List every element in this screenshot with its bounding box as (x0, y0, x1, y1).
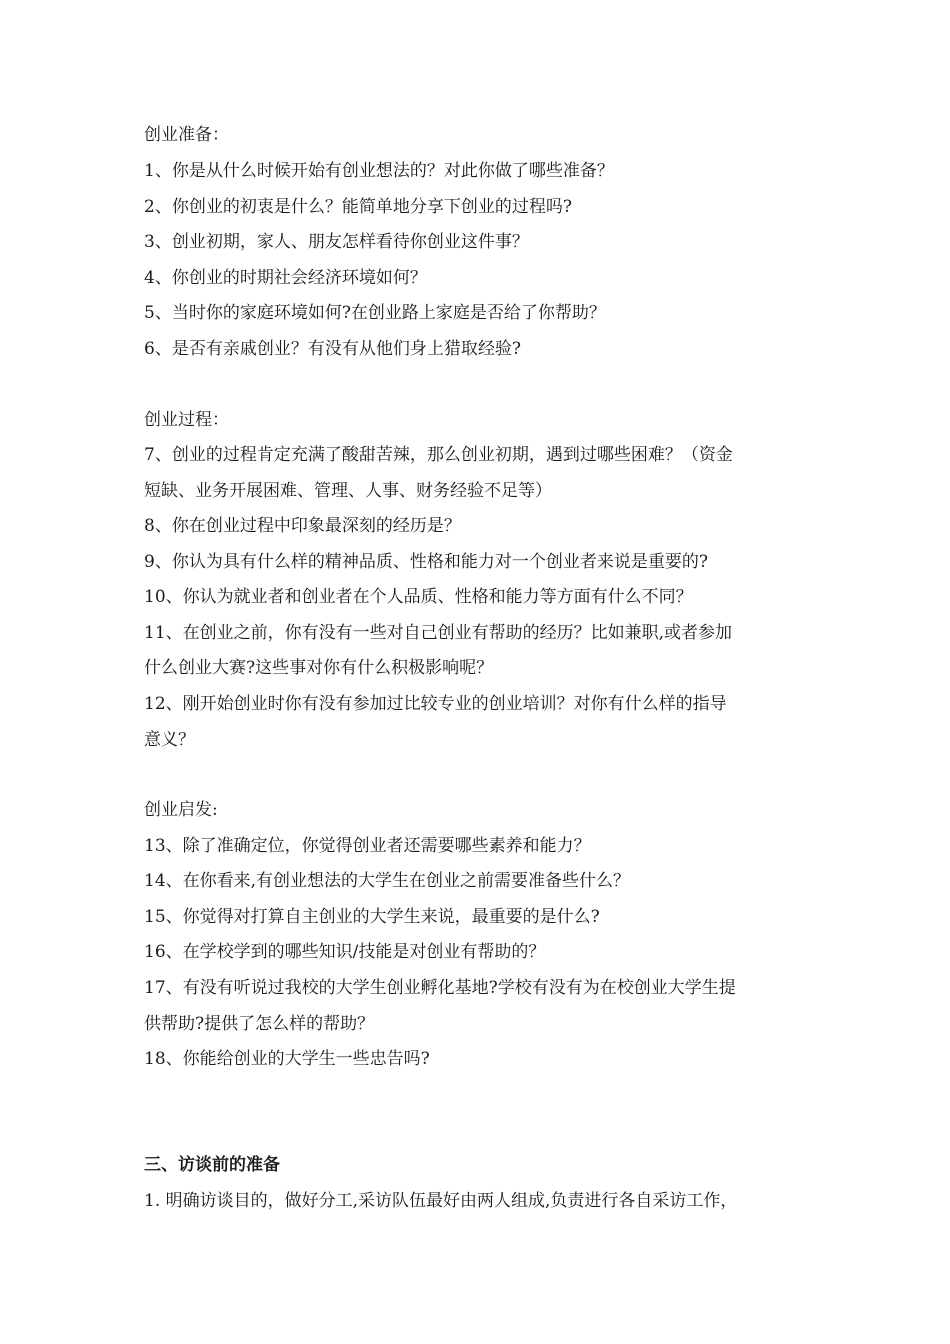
question-16: 16、在学校学到的哪些知识/技能是对创业有帮助的？ (144, 942, 546, 962)
question-18: 18、你能给创业的大学生一些忠告吗? (144, 1049, 430, 1069)
question-7-cont: 短缺、业务开展困难、管理、人事、财务经验不足等） (144, 481, 552, 501)
question-3: 3、创业初期，家人、朋友怎样看待你创业这件事？ (144, 232, 529, 252)
question-11: 11、在创业之前，你有没有一些对自己创业有帮助的经历？比如兼职,或者参加 (144, 623, 733, 643)
question-12: 12、刚开始创业时你有没有参加过比较专业的创业培训？对你有什么样的指导 (144, 694, 727, 714)
question-9: 9、你认为具有什么样的精神品质、性格和能力对一个创业者来说是重要的? (144, 552, 708, 572)
question-1: 1、你是从什么时候开始有创业想法的？对此你做了哪些准备？ (144, 161, 614, 181)
question-5: 5、当时你的家庭环境如何?在创业路上家庭是否给了你帮助？ (144, 303, 606, 323)
question-13: 13、除了准确定位，你觉得创业者还需要哪些素养和能力？ (144, 836, 591, 856)
section-heading-process: 创业过程： (144, 410, 229, 430)
question-6: 6、是否有亲戚创业？有没有从他们身上猎取经验? (144, 339, 521, 359)
question-15: 15、你觉得对打算自主创业的大学生来说，最重要的是什么? (144, 907, 600, 927)
question-2: 2、你创业的初衷是什么？能简单地分享下创业的过程吗? (144, 197, 572, 217)
question-7: 7、创业的过程肯定充满了酸甜苦辣，那么创业初期，遇到过哪些困难？（资金 (144, 445, 733, 465)
question-14: 14、在你看来,有创业想法的大学生在创业之前需要准备些什么？ (144, 871, 631, 891)
question-10: 10、你认为就业者和创业者在个人品质、性格和能力等方面有什么不同？ (144, 587, 693, 607)
question-8: 8、你在创业过程中印象最深刻的经历是？ (144, 516, 461, 536)
question-17-cont: 供帮助?提供了怎么样的帮助？ (144, 1014, 375, 1034)
question-12-cont: 意义？ (144, 730, 195, 750)
question-4: 4、你创业的时期社会经济环境如何？ (144, 268, 427, 288)
section-heading-preparation: 创业准备： (144, 125, 229, 145)
part-three-heading: 三、访谈前的准备 (144, 1155, 280, 1175)
question-17: 17、有没有听说过我校的大学生创业孵化基地?学校有没有为在校创业大学生提 (144, 978, 736, 998)
part-three-item-1: 1. 明确访谈目的，做好分工,采访队伍最好由两人组成,负责进行各自采访工作， (144, 1191, 738, 1211)
question-11-cont: 什么创业大赛?这些事对你有什么积极影响呢？ (144, 658, 494, 678)
section-heading-inspiration: 创业启发: (144, 800, 218, 820)
